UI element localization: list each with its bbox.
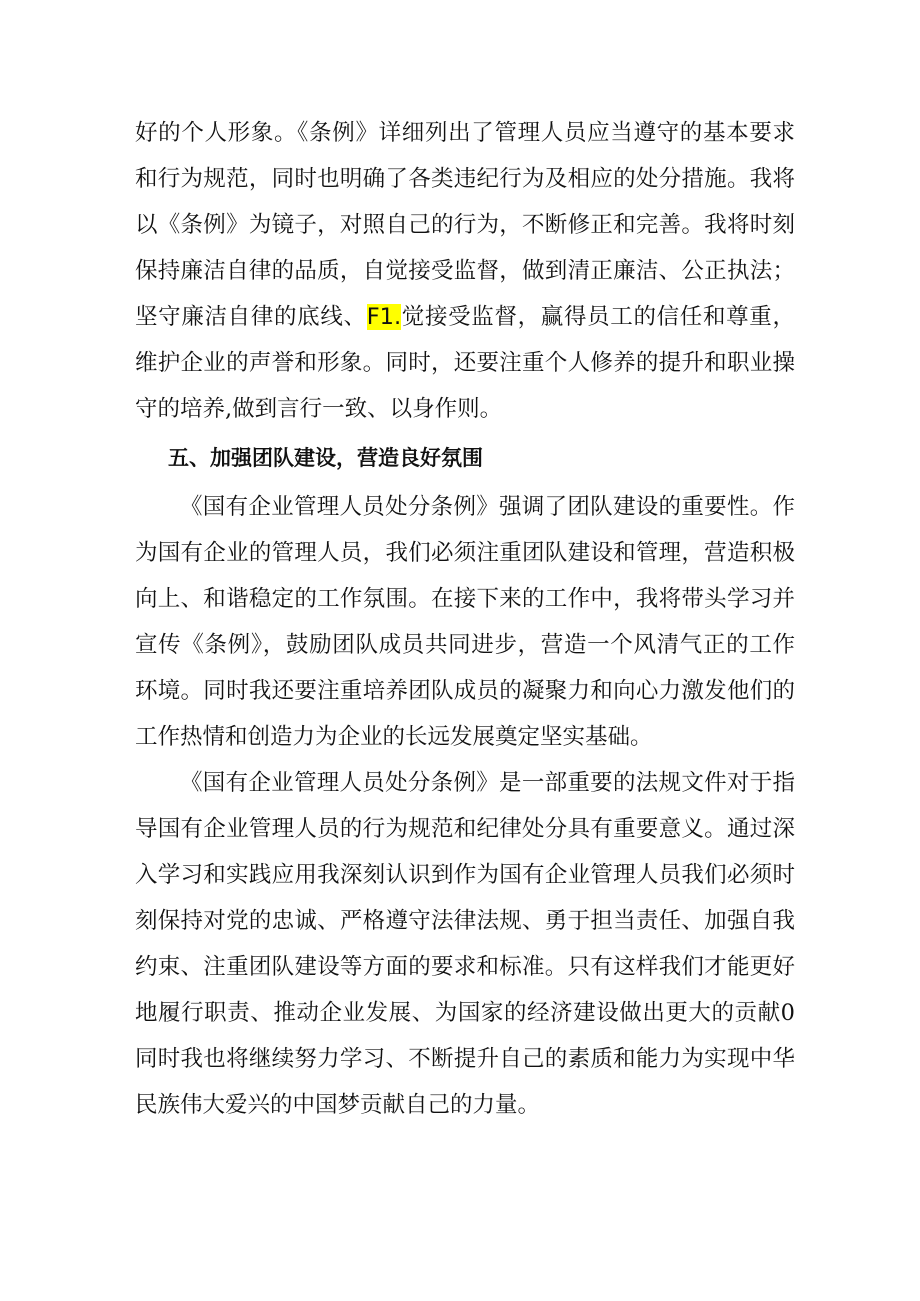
paragraph-text-after-highlight: 觉接受监督，赢得员工的信任和尊重，维护企业的声誉和形象。同时，还要注重个人修养的提升和职业操守的培养,做到言行一致、以身作则。 [135,304,795,422]
paragraph-team-building: 《国有企业管理人员处分条例》强调了团队建设的重要性。作为国有企业的管理人员，我们必须注重团队建设和管理，营造积极向上、和谐稳定的工作氛围。在接下来的工作中，我将带头学习并宣传《条例》，鼓励团队成员共同进步，营造一个风清气正的工作环境。同时我还要注重培养团队成员的凝聚力和向心力激发他们的工作热情和创造力为企业的长远发展奠定坚实基础。 [135,494,795,750]
paragraph-conclusion: 《国有企业管理人员处分条例》是一部重要的法规文件对于指导国有企业管理人员的行为规范和纪律处分具有重要意义。通过深入学习和实践应用我深刻认识到作为国有企业管理人员我们必须时刻保持对党的忠诚、严格遵守法律法规、勇于担当责任、加强自我约束、注重团队建设等方面的要求和标准。只有这样我们才能更好地履行职责、推动企业发展、为国家的经济建设做出更大的贡献0同时我也将继续努力学习、不断提升自己的素质和能力为实现中华民族伟大爱兴的中国梦贡献自己的力量。 [135,770,795,1118]
paragraph-text-before-highlight: 好的个人形象。《条例》详细列出了管理人员应当遵守的基本要求和行为规范，同时也明确了各类违纪行为及相应的处分措施。我将以《条例》为镜子，对照自己的行为，不断修正和完善。我将时刻保持廉洁自律的品质，自觉接受监督，做到清正廉洁、公正执法；坚守廉洁自律的底线、 [135,120,795,330]
section-heading: 五、加强团队建设，营造良好氛围 [168,446,483,470]
paragraph-continuation [135,110,795,432]
highlighted-text: F1. [366,304,402,330]
document-body [135,110,795,1128]
